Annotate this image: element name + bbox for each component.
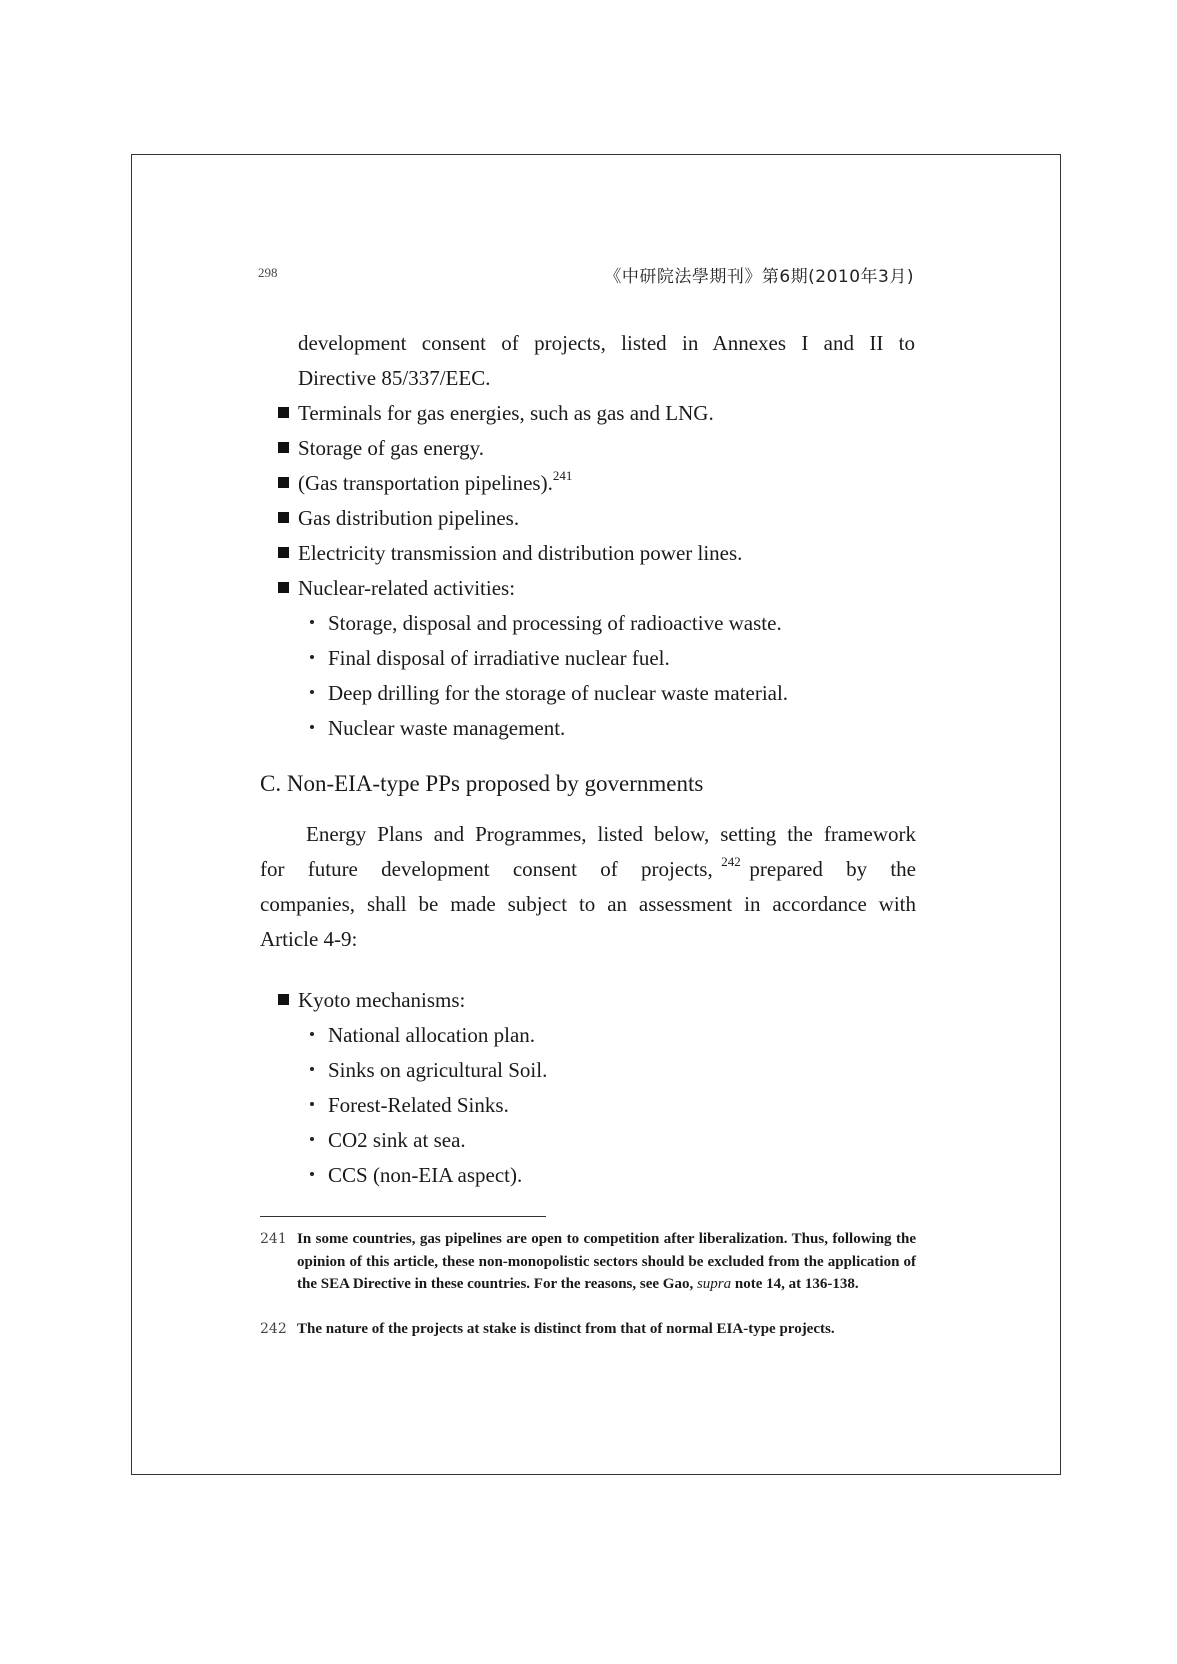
sub-list-item: CCS (non-EIA aspect). — [310, 1158, 522, 1193]
dot-bullet-icon — [310, 1172, 314, 1176]
sub-list-item: Storage, disposal and processing of radioactive waste. — [310, 606, 782, 641]
sub-list-item: Sinks on agricultural Soil. — [310, 1053, 547, 1088]
section-heading: C. Non-EIA-type PPs proposed by governments — [260, 771, 704, 796]
list-item: (Gas transportation pipelines).$^{241}$ — [278, 466, 572, 501]
footnote-241 — [260, 1228, 916, 1296]
journal-running-header: 《中研院法學期刊》第6期(2010年3月) — [604, 267, 914, 287]
continuation-line-1: development consent of projects, listed in Annexes I and II to — [298, 331, 915, 355]
paragraph-line-2: for future development consent of projects, $^{242}$ prepared by the — [260, 854, 916, 881]
square-bullet-icon — [278, 512, 289, 523]
footnote-separator — [260, 1216, 546, 1217]
sub-list-item: Forest-Related Sinks. — [310, 1088, 509, 1123]
sub-list-item: Nuclear waste management. — [310, 711, 565, 746]
footnote-number: 241 — [260, 1231, 287, 1247]
sub-list-item: Deep drilling for the storage of nuclear waste material. — [310, 676, 788, 711]
dot-bullet-icon — [310, 1137, 314, 1141]
list-item: Terminals for gas energies, such as gas and LNG. — [278, 396, 714, 431]
square-bullet-icon — [278, 994, 289, 1005]
dot-bullet-icon — [310, 1032, 314, 1036]
sub-list-item: National allocation plan. — [310, 1018, 535, 1053]
paragraph-line-3: companies, shall be made subject to an assessment in accordance with — [260, 892, 916, 916]
paragraph-line-1: Energy Plans and Programmes, listed below, setting the framework — [306, 822, 916, 846]
list-item: Kyoto mechanisms: — [278, 983, 465, 1018]
list-item: Nuclear-related activities: — [278, 571, 515, 606]
square-bullet-icon — [278, 547, 289, 558]
dot-bullet-icon — [310, 1102, 314, 1106]
footnote-ref-242[interactable]: 242 — [721, 854, 741, 869]
square-bullet-icon — [278, 582, 289, 593]
dot-bullet-icon — [310, 1067, 314, 1071]
footnote-text: The nature of the projects at stake is distinct from that of normal EIA-type projects. — [297, 1321, 835, 1337]
continuation-line-2: Directive 85/337/EEC. — [298, 366, 491, 390]
dot-bullet-icon — [310, 620, 314, 624]
footnote-242 — [260, 1318, 916, 1341]
footnote-text: In some countries, gas pipelines are open to competition after liberalization. Thus, following the opinion of this article, these non-monopolistic sectors should be excluded from the application of the SEA Directive in these countries. For the reasons, see Gao, supra note 14, at 136-138. — [297, 1231, 916, 1292]
list-item: Gas distribution pipelines. — [278, 501, 519, 536]
sub-list-item: CO2 sink at sea. — [310, 1123, 466, 1158]
square-bullet-icon — [278, 442, 289, 453]
list-item: Storage of gas energy. — [278, 431, 484, 466]
dot-bullet-icon — [310, 690, 314, 694]
sub-list-item: Final disposal of irradiative nuclear fuel. — [310, 641, 670, 676]
list-item: Electricity transmission and distribution power lines. — [278, 536, 742, 571]
page-number: 298 — [258, 265, 278, 280]
footnote-number: 242 — [260, 1321, 287, 1337]
paragraph-line-4: Article 4-9: — [260, 927, 358, 951]
square-bullet-icon — [278, 407, 289, 418]
dot-bullet-icon — [310, 655, 314, 659]
dot-bullet-icon — [310, 725, 314, 729]
square-bullet-icon — [278, 477, 289, 488]
footnote-ref-241[interactable]: 241 — [552, 468, 573, 483]
